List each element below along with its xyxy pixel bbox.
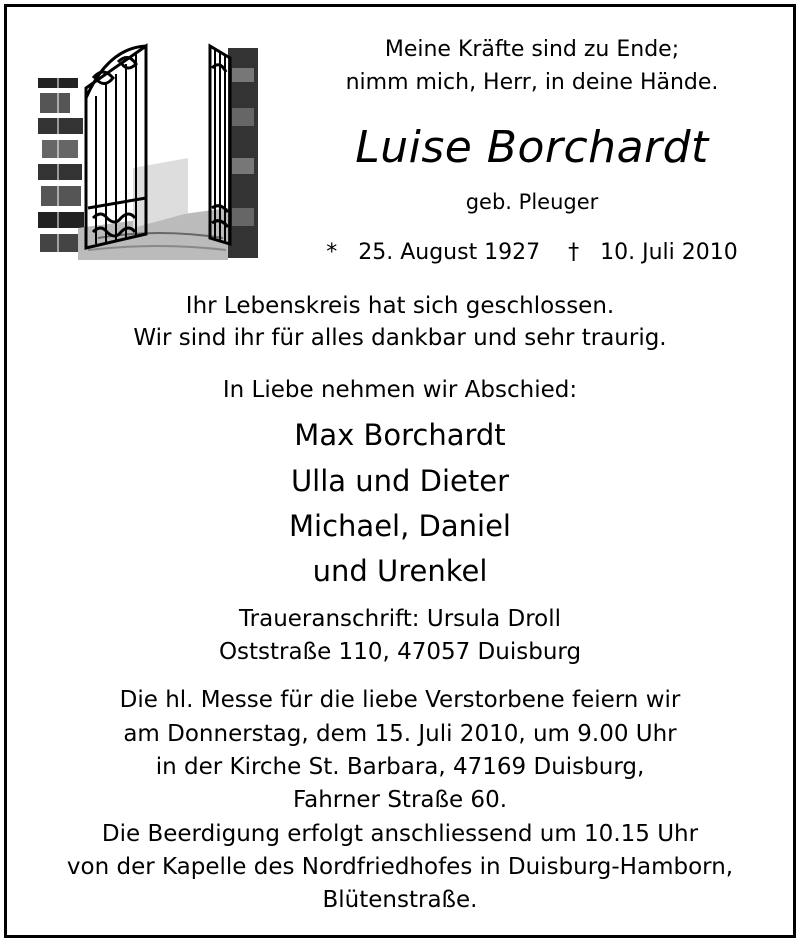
service-line-1: Die hl. Messe für die liebe Verstorbene feiern wir bbox=[119, 687, 681, 713]
cemetery-gate-illustration bbox=[38, 38, 260, 260]
farewell-intro: In Liebe nehmen wir Abschied: bbox=[222, 377, 578, 403]
service-line-3: in der Kirche St. Barbara, 47169 Duisburg, bbox=[155, 754, 645, 780]
left-gate-leaf bbox=[86, 46, 146, 248]
service-line-4: Fahrner Straße 60. bbox=[292, 787, 508, 813]
life-dates bbox=[300, 240, 764, 265]
service-line-2: am Donnerstag, dem 15. Juli 2010, um 9.00 Uhr bbox=[123, 721, 677, 747]
verse-line-2: nimm mich, Herr, in deine Hände. bbox=[345, 70, 719, 95]
verse-line-1: Meine Kräfte sind zu Ende; bbox=[384, 37, 680, 62]
address-line-1: Traueranschrift: Ursula Droll bbox=[238, 606, 562, 632]
tribute-line-2: Wir sind ihr für alles dankbar und sehr traurig. bbox=[133, 325, 667, 351]
birth-symbol: * bbox=[326, 240, 338, 265]
stone-wall bbox=[38, 78, 86, 252]
family-line-1: Max Borchardt bbox=[294, 418, 506, 452]
right-pillar bbox=[228, 48, 258, 258]
maiden-name: geb. Pleuger bbox=[465, 190, 599, 214]
tribute-line-1: Ihr Lebenskreis hat sich geschlossen. bbox=[185, 293, 615, 319]
deceased-name: Luise Borchardt bbox=[355, 122, 709, 173]
death-date: 10. Juli 2010 bbox=[600, 240, 738, 265]
burial-line-2: von der Kapelle des Nordfriedhofes in Duisburg-Hamborn, bbox=[66, 854, 734, 880]
family-line-3: Michael, Daniel bbox=[289, 509, 511, 543]
burial-line-1: Die Beerdigung erfolgt anschliessend um 10.15 Uhr bbox=[101, 821, 699, 847]
family-line-2: Ulla und Dieter bbox=[290, 464, 510, 498]
address-line-2: Oststraße 110, 47057 Duisburg bbox=[218, 639, 582, 665]
burial-line-3: Blütenstraße. bbox=[322, 887, 478, 913]
family-line-4: und Urenkel bbox=[312, 554, 488, 588]
birth-date: 25. August 1927 bbox=[358, 240, 541, 265]
death-symbol: † bbox=[568, 240, 580, 265]
